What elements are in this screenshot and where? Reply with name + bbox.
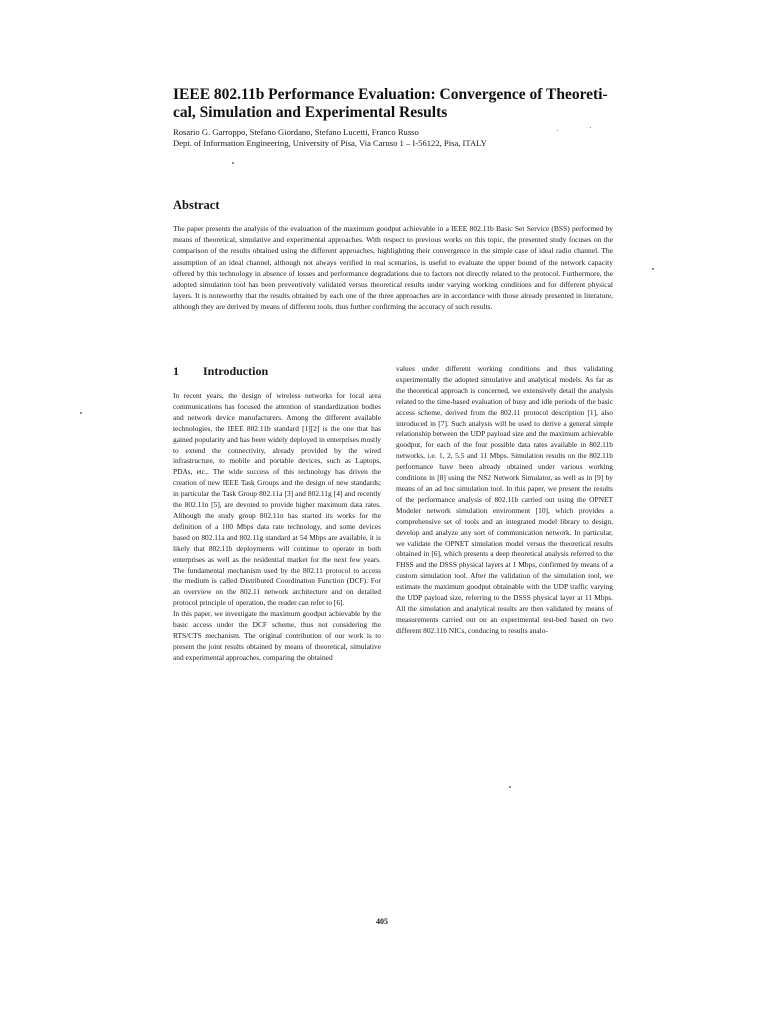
scan-speck (590, 127, 591, 128)
author-list: Rosario G. Garroppo, Stefano Giordano, Stefano Lucetti, Franco Russo (173, 127, 419, 137)
right-column (396, 364, 613, 637)
page-number: 405 (376, 917, 388, 926)
scan-speck (509, 786, 511, 788)
scan-speck (652, 268, 654, 270)
intro-paragraph-1: In recent years, the design of wireless networks for local area communications has focused the attention of standardization bodies and network device manufacturers. Among the different available technologies, the IEEE 802.11b standard [1][2] is the one that has gained popularity and has been widely deployed in enterprises mostly to extend the connectivity, already provided by the wired infrastructure, to mobile and portable devices, such as Laptops, PDAs, etc.. The wide success of this technology has driven the creation of new IEEE Task Groups and the design of new standards; in particular the Task Group 802.11a [3] and 802.11g [4] and recently the 802.11n [5], are devoted to provide higher maximum data rates. Although the study group 802.11n has started its works for the definition of a 100 Mbps data rate technology, and some devices based on 802.11a and 802.11g standard at 54 Mbps are available, it is likely that 802.11b deployments will continue to operate in both enterprises as well as the residential market for the next few years. The fundamental mechanism used by the 802.11 protocol to access the medium is called Distributed Coordination Function (DCF). For an overview on the 802.11 network architecture and on detailed protocol principle of operation, the reader can refer to [6]. (173, 391, 381, 608)
left-column (173, 391, 381, 664)
intro-paragraph-2: In this paper, we investigate the maximum goodput achievable by the basic access under the DCF scheme, thus not considering the RTS/CTS mechanism. The original contribution of our work is to present the joint results obtained by means of theoretical, simulative and experimental approaches, comparing the obtained (173, 609, 381, 662)
section-heading-introduction (173, 364, 383, 379)
abstract-text: The paper presents the analysis of the evaluation of the maximum goodput achievable in a IEEE 802.11b Basic Set Service (BSS) performed by means of theoretical, simulative and experimental approaches. With respect to previous works on this topic, the presented study focuses on the comparison of the results obtained using the different approaches, highlighting their convergence in the simple case of ideal radio channel. The assumption of an ideal channel, although not always verified in real scenarios, is useful to evaluate the upper bound of the network capacity offered by this technology in absence of losses and performance degradations due to factors not directly related to the protocol. Furthermore, the adopted simulation tool has been preventively validated versus theoretical results under varying working conditions and for different physical layers. It is noteworthy that the results obtained by each one of the three approaches are in accordance with those already presented in literature, although they are derived by means of different tools, thus further confirming the accuracy of such results. (173, 224, 613, 312)
author-affiliation: Dept. of Information Engineering, University of Pisa, Via Caruso 1 – I-56122, Pisa, ITALY (173, 138, 487, 148)
abstract-heading: Abstract (173, 198, 220, 212)
intro-paragraph-3: values under different working conditions and thus validating experimentally the adopted simulative and analytical models. As far as the theoretical approach is concerned, we extensively detail the analysis related to the time-based evaluation of busy and idle periods of the basic access scheme, derived from the 802.11 protocol description [1], also introduced in [7]. Such analysis will be used to derive a general simple relationship between the UDP payload size and the maximum achievable goodput, for each of the four possible data rates available in 802.11b networks, i.e. 1, 2, 5.5 and 11 Mbps. Simulation results on the 802.11b performance have been already obtained under various working conditions in [8] using the NS2 Network Simulator, as well as in [9] by means of an ad hoc simulation tool. In this paper, we present the results of the performance analysis of 802.11b carried out using the OPNET Modeler network simulation environment [10], which provides a comprehensive set of tools and an integrated model library to design, develop and analyze any sort of communication network. In particular, we validate the OPNET simulation model versus the theoretical results obtained in [6], which presents a deep theoretical analysis referred to the FHSS and the DSSS physical layers at 1 Mbps, confirmed by means of a custom simulation tool. After the validation of the simulation tool, we estimate the maximum goodput obtainable with the UDP traffic varying the UDP payload size, referring to the DSSS physical layer at 11 Mbps. All the simulation and analytical results are then validated by means of measurements carried out on an experimental test-bed based on two different 802.11b NICs, conducing to results analo- (396, 364, 613, 635)
section-number: 1 (173, 364, 179, 378)
paper-title: IEEE 802.11b Performance Evaluation: Convergence of Theoreti-cal, Simulation and Experimental Results (173, 86, 608, 121)
scan-speck (232, 162, 234, 164)
scan-speck (557, 130, 558, 131)
section-title: Introduction (203, 364, 269, 378)
scan-speck (80, 412, 82, 414)
